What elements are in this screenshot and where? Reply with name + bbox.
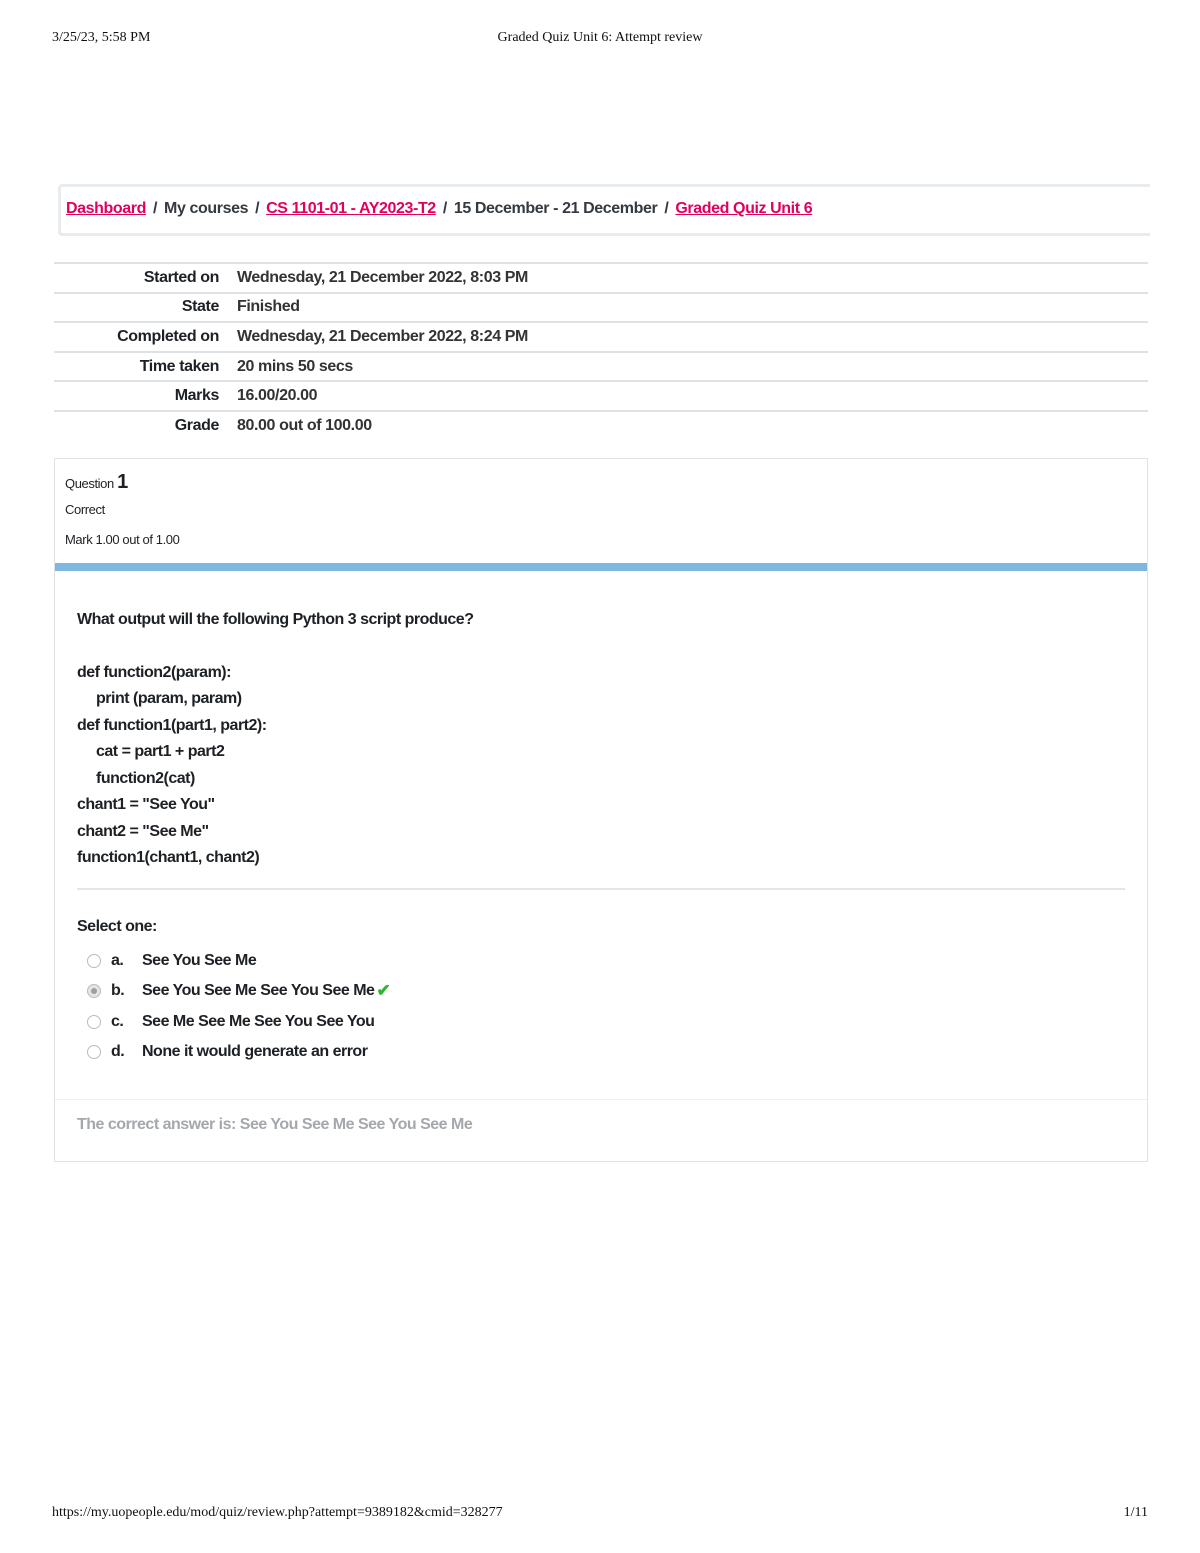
code-line: cat = part1 + part2 — [96, 743, 225, 760]
answer-option-d[interactable] — [77, 1037, 1125, 1068]
breadcrumb — [58, 184, 1150, 236]
grade-suffix: out of 100.00 — [279, 417, 372, 435]
time-taken-value: 20 mins 50 secs — [229, 352, 1148, 382]
correct-answer-feedback: The correct answer is: See You See Me See You See Me — [55, 1099, 1147, 1161]
breadcrumb-my-courses: My courses — [164, 200, 249, 217]
code-line: chant2 = "See Me" — [77, 822, 209, 840]
completed-on-label: Completed on — [54, 322, 229, 352]
question-number-value: 1 — [117, 471, 128, 493]
breadcrumb-separator: / — [664, 200, 669, 217]
question-label: Question — [65, 476, 114, 491]
grade-value: 80.00 — [237, 417, 276, 435]
state-value: Finished — [229, 293, 1148, 323]
question-state: Correct — [65, 502, 105, 517]
breadcrumb-dashboard-link[interactable]: Dashboard — [66, 200, 146, 217]
grade-cell — [229, 411, 1148, 441]
question-formulation — [55, 563, 1147, 1099]
question-block — [54, 458, 1148, 1162]
question-info — [55, 459, 1147, 565]
code-line: def function2(param): — [77, 663, 231, 681]
breadcrumb-week: 15 December - 21 December — [453, 200, 658, 217]
breadcrumb-separator: / — [442, 200, 447, 217]
code-line: function1(chant1, chant2) — [77, 849, 260, 866]
summary-row-grade — [54, 411, 1148, 441]
answer-letter: b. — [111, 982, 125, 1000]
breadcrumb-separator: / — [152, 200, 158, 217]
print-page-title: Graded Quiz Unit 6: Attempt review — [497, 30, 703, 45]
time-taken-label: Time taken — [54, 352, 229, 382]
blank-line — [77, 634, 1125, 660]
answer-letter: a. — [111, 951, 124, 969]
answer-text: See You See Me See You See Me — [142, 982, 375, 1000]
question-text — [77, 607, 1125, 872]
answer-letter: d. — [111, 1043, 125, 1061]
answer-list — [77, 946, 1125, 1068]
summary-row-state — [54, 293, 1148, 323]
summary-row-started — [54, 263, 1148, 293]
radio-button[interactable] — [87, 1045, 101, 1059]
radio-button[interactable] — [87, 954, 101, 968]
question-number — [65, 469, 1137, 495]
summary-row-marks — [54, 381, 1148, 411]
code-line: function2(cat) — [96, 769, 195, 787]
completed-on-value: Wednesday, 21 December 2022, 8:24 PM — [229, 322, 1148, 352]
radio-button[interactable] — [87, 1015, 101, 1029]
print-footer — [52, 1505, 1148, 1525]
correct-check-icon: ✔ — [376, 981, 391, 1001]
answer-option-c[interactable] — [77, 1007, 1125, 1038]
breadcrumb-course-link[interactable]: CS 1101-01 - AY2023-T2 — [266, 200, 436, 217]
answer-text: None it would generate an error — [142, 1043, 368, 1061]
answer-text: See Me See Me See You See You — [142, 1012, 375, 1030]
answer-letter: c. — [111, 1012, 124, 1030]
answer-text: See You See Me — [142, 951, 257, 969]
select-one-prompt: Select one: — [77, 917, 157, 935]
started-on-label: Started on — [54, 263, 229, 293]
started-on-value: Wednesday, 21 December 2022, 8:03 PM — [229, 263, 1148, 293]
answer-option-a[interactable] — [77, 946, 1125, 977]
answer-option-b[interactable] — [77, 976, 1125, 1007]
print-header — [52, 30, 1148, 50]
print-datetime: 3/25/23, 5:58 PM — [52, 30, 151, 45]
breadcrumb-quiz-link[interactable]: Graded Quiz Unit 6 — [675, 200, 813, 217]
marks-label: Marks — [54, 381, 229, 411]
summary-row-completed — [54, 322, 1148, 352]
grade-label: Grade — [54, 411, 229, 441]
breadcrumb-separator: / — [255, 200, 260, 217]
question-prompt: What output will the following Python 3 script produce? — [77, 611, 474, 628]
marks-value: 16.00/20.00 — [229, 381, 1148, 411]
code-line: chant1 = "See You" — [77, 796, 215, 813]
print-url: https://my.uopeople.edu/mod/quiz/review.php?attempt=9389182&cmid=328277 — [52, 1505, 503, 1520]
code-line: print (param, param) — [96, 690, 242, 707]
attempt-summary-table — [54, 262, 1148, 441]
divider — [77, 888, 1125, 890]
radio-button-selected[interactable] — [87, 984, 101, 998]
question-mark: Mark 1.00 out of 1.00 — [65, 532, 180, 547]
print-page-number: 1/11 — [1123, 1505, 1148, 1520]
state-label: State — [54, 293, 229, 323]
code-line: def function1(part1, part2): — [77, 716, 267, 734]
summary-row-time — [54, 352, 1148, 382]
